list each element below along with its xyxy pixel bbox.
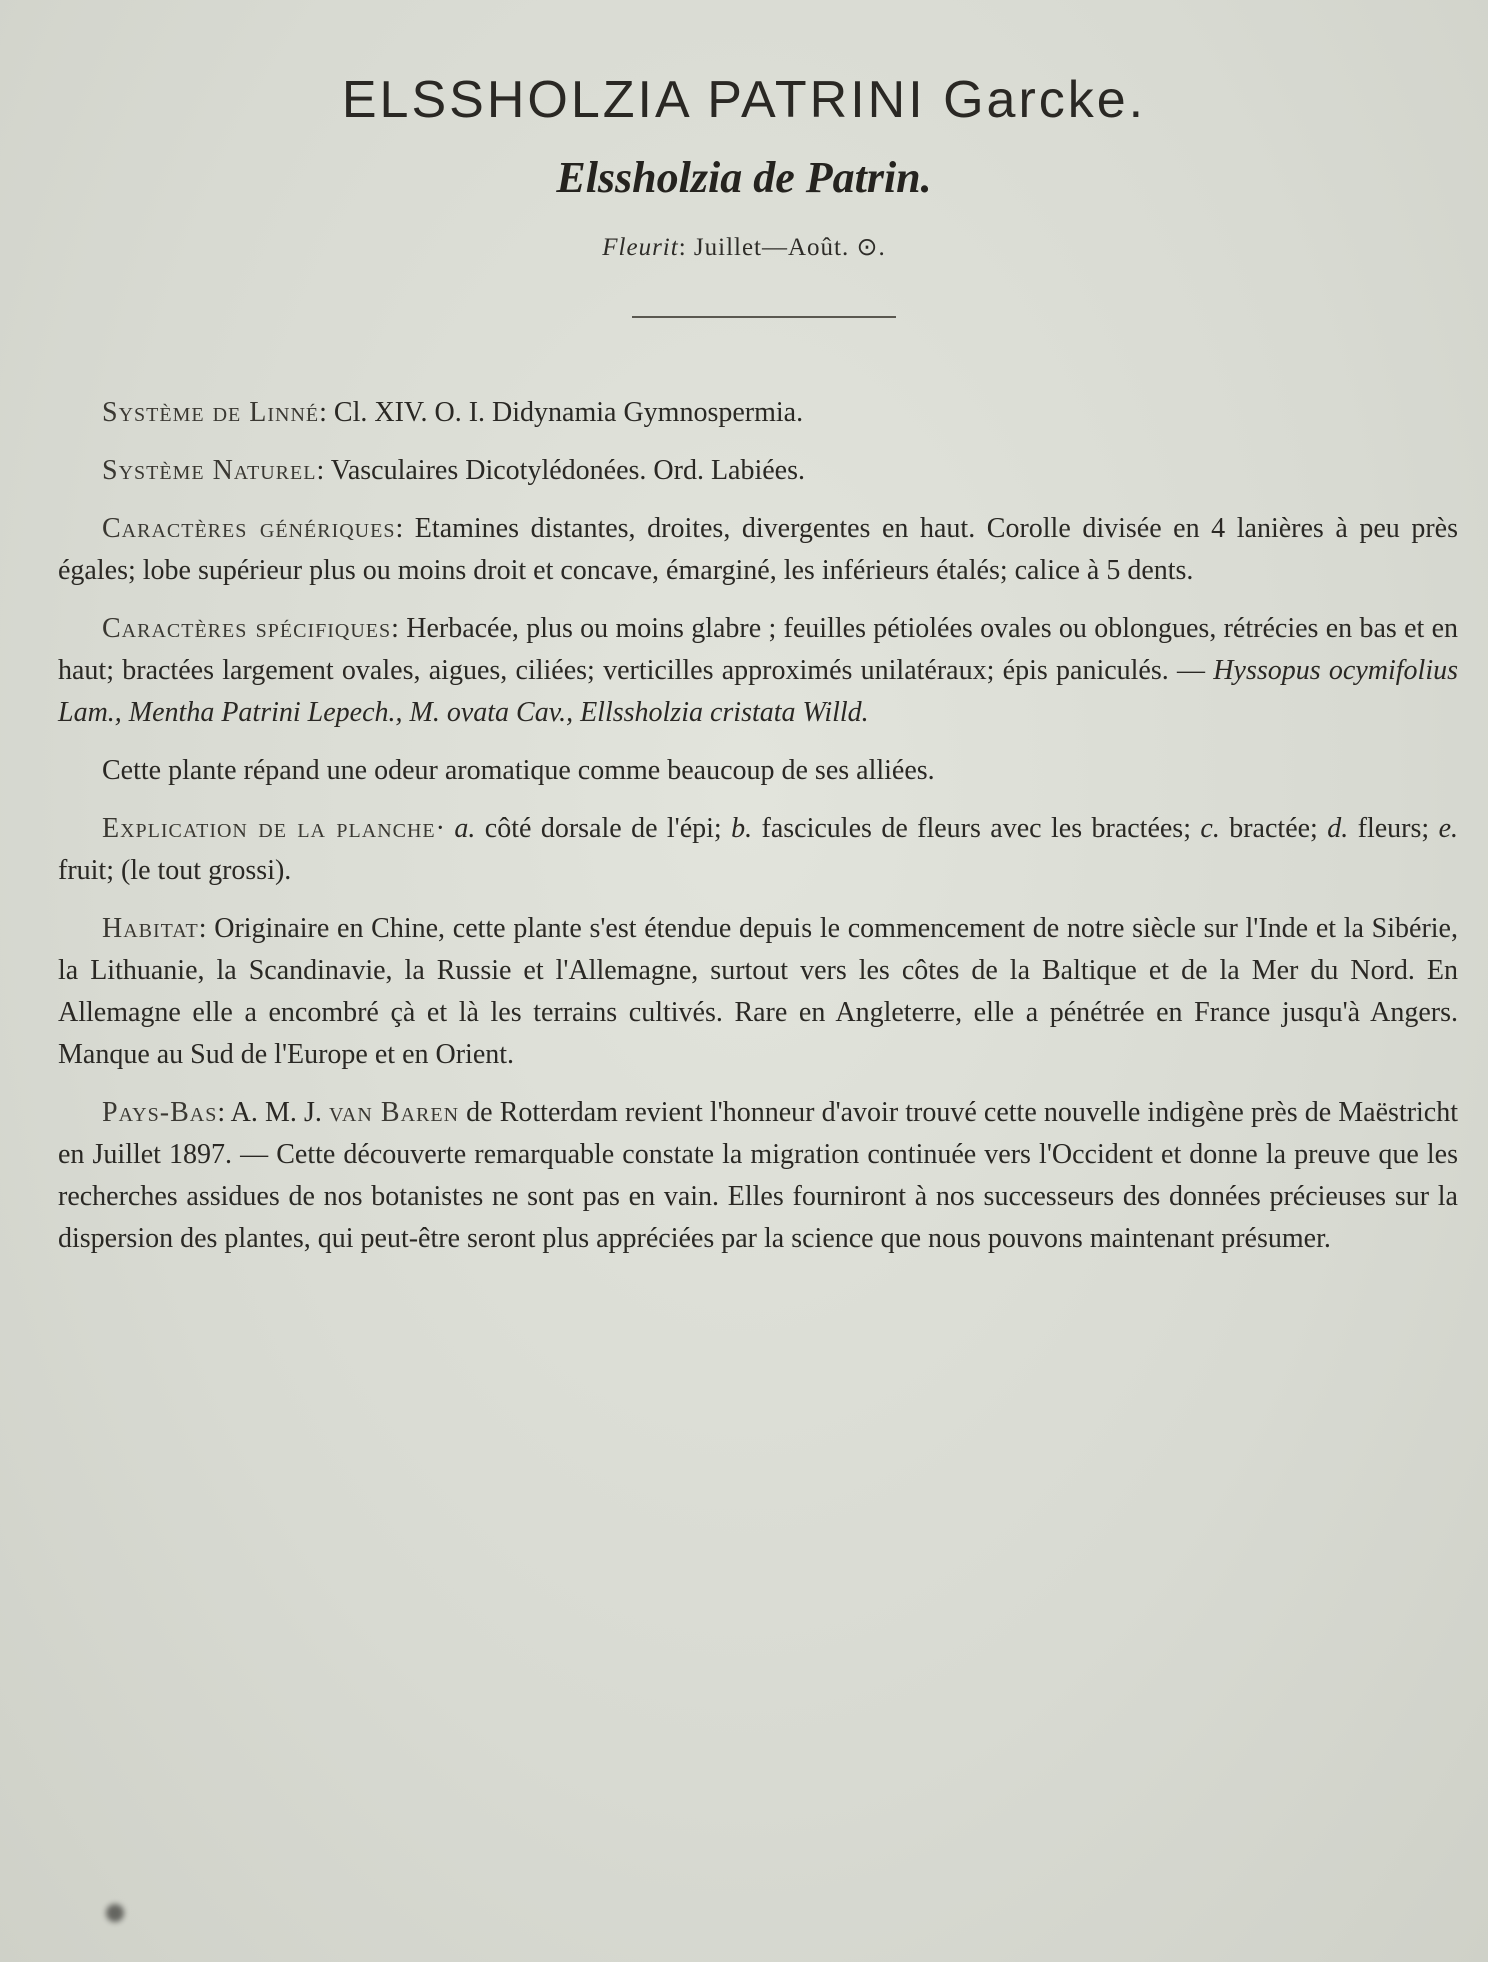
explication-text-c: bractée; <box>1219 813 1328 844</box>
explication-text-e: fruit; (le tout grossi). <box>58 855 292 886</box>
page-subtitle: Elssholzia de Patrin. <box>556 153 932 202</box>
explication-key-b: b. <box>731 813 753 844</box>
linne-label: Système de Linné <box>102 397 320 428</box>
explication-label: Explication de la planche <box>102 813 436 844</box>
paragraph-naturel <box>58 450 1458 492</box>
generiques-text: : Etamines distantes, droites, divergentes en haut. Corolle divisée en 4 lanières à peu près égales; lobe supérieur plus ou moins droit et concave, émarginé, les inférieurs étalés; calice à 5 dents. <box>58 513 1458 586</box>
paragraph-generiques <box>58 508 1458 592</box>
explication-key-c: c. <box>1200 813 1220 844</box>
paysbas-label: Pays-Bas <box>102 1097 218 1128</box>
specifiques-synonyms: Hyssopus ocymifolius Lam., Mentha Patrini Lepech., M. ovata Cav., Ellssholzia cristata Willd. <box>58 655 1458 728</box>
explication-sep: · <box>435 813 455 844</box>
explication-key-e: e. <box>1438 813 1459 844</box>
paragraph-habitat <box>58 908 1458 1076</box>
paysbas-name: van Baren <box>329 1097 460 1128</box>
paragraph-linne <box>58 392 1458 434</box>
naturel-text: : Vasculaires Dicotylédonées. Ord. Labiées. <box>316 455 806 486</box>
habitat-label: Habitat <box>102 913 199 944</box>
paragraph-odeur <box>58 750 1458 792</box>
explication-key-d: d. <box>1327 813 1349 844</box>
ink-smudge <box>106 1904 124 1922</box>
habitat-text: : Originaire en Chine, cette plante s'est étendue depuis le commencement de notre siècle sur l'Inde et la Sibérie, la Lithuanie, la Scandinavie, la Russie et l'Allemagne, surtout vers les côtes de la Baltique et de la Mer du Nord. En Allemagne elle a encombré çà et là les terrains cultivés. Rare en Angleterre, elle a pénétrée en France jusqu'à Angers. Manque au Sud de l'Europe et en Orient. <box>58 913 1458 1070</box>
flowering-value: : Juillet—Août. ⊙. <box>678 234 886 261</box>
explication-text-a: côté dorsale de l'épi; <box>475 813 732 844</box>
paragraph-explication <box>58 808 1458 892</box>
odeur-text: Cette plante répand une odeur aromatique comme beaucoup de ses alliées. <box>102 755 935 786</box>
linne-text: : Cl. XIV. O. I. Didynamia Gymnospermia. <box>319 397 804 428</box>
body-text <box>58 392 1458 1276</box>
paragraph-paysbas <box>58 1092 1458 1260</box>
explication-text-d: fleurs; <box>1348 813 1439 844</box>
explication-text-b: fascicules de fleurs avec les bractées; <box>752 813 1201 844</box>
explication-key-a: a. <box>454 813 476 844</box>
specifiques-text: : Herbacée, plus ou moins glabre ; feuilles pétiolées ovales ou oblongues, rétrécies en bas et en haut; bractées largement ovales, aigues, ciliées; verticilles approximés unilatéraux; épis paniculés. — <box>58 613 1459 686</box>
title-divider <box>632 316 896 318</box>
paysbas-text-2: de Rotterdam revient l'honneur d'avoir trouvé cette nouvelle indigène près de Maëstricht en Juillet 1897. — Cette découverte remarquable constate la migration continuée vers l'Occident et donne la preuve que les recherches assidues de nos botanistes ne sont pas en vain. Elles fourniront à nos successeurs des données précieuses sur la dispersion des plantes, qui peut-être seront plus appréciées par la science que nous pouvons maintenant présumer. <box>58 1097 1459 1254</box>
flowering-label: Fleurit <box>602 234 679 261</box>
paysbas-text-1: : A. M. J. <box>217 1097 330 1128</box>
page-title: ELSSHOLZIA PATRINI Garcke. <box>341 71 1147 129</box>
paragraph-specifiques <box>58 608 1458 734</box>
flowering-line <box>0 232 1488 262</box>
naturel-label: Système Naturel <box>102 455 317 486</box>
specifiques-label: Caractères spécifiques <box>102 613 392 644</box>
generiques-label: Caractères génériques <box>102 513 396 544</box>
